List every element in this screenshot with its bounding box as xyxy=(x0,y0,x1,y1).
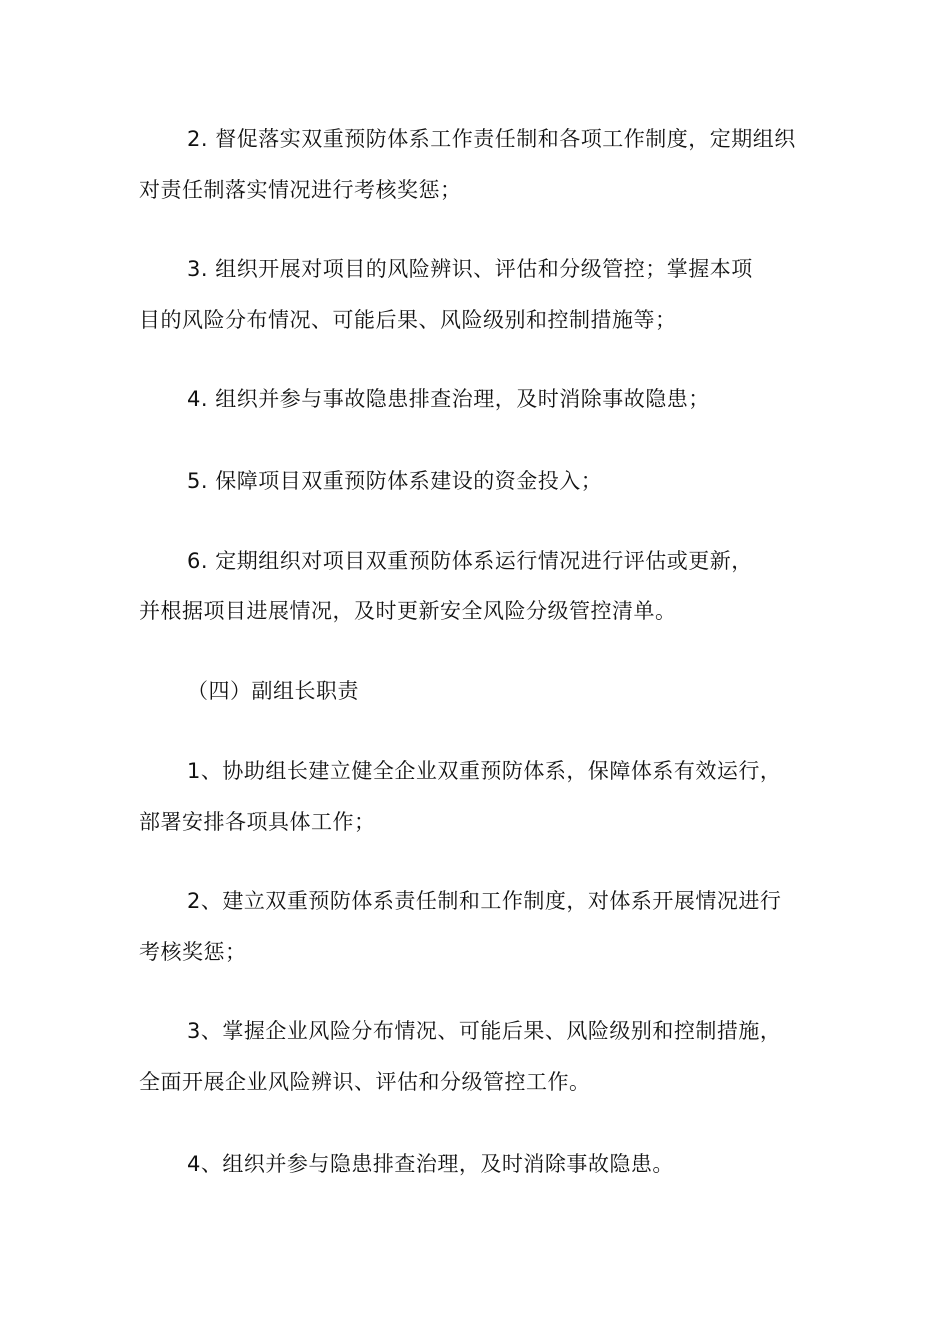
deputy-item-4-line-1: 4、组织并参与隐患排查治理，及时消除事故隐患。 xyxy=(187,1152,674,1176)
deputy-item-3-line-1: 3、掌握企业风险分布情况、可能后果、风险级别和控制措施， xyxy=(187,1019,782,1043)
deputy-item-2-line-2: 考核奖惩； xyxy=(139,940,247,964)
item-3-line-1: 3. 组织开展对项目的风险辨识、评估和分级管控；掌握本项 xyxy=(187,257,753,281)
deputy-item-1-line-1: 1、协助组长建立健全企业双重预防体系，保障体系有效运行， xyxy=(187,759,782,783)
deputy-item-1-line-2: 部署安排各项具体工作； xyxy=(139,810,376,834)
item-6-line-1: 6. 定期组织对项目双重预防体系运行情况进行评估或更新， xyxy=(187,549,753,573)
item-2-line-2: 对责任制落实情况进行考核奖惩； xyxy=(139,178,462,202)
item-3-line-2: 目的风险分布情况、可能后果、风险级别和控制措施等； xyxy=(139,308,677,332)
section-heading-deputy-leader: （四）副组长职责 xyxy=(187,679,359,703)
item-4-line-1: 4. 组织并参与事故隐患排查治理，及时消除事故隐患； xyxy=(187,387,710,411)
item-5-line-1: 5. 保障项目双重预防体系建设的资金投入； xyxy=(187,469,603,493)
item-6-line-2: 并根据项目进展情况，及时更新安全风险分级管控清单。 xyxy=(139,599,677,623)
deputy-item-3-line-2: 全面开展企业风险辨识、评估和分级管控工作。 xyxy=(139,1070,591,1094)
deputy-item-2-line-1: 2、建立双重预防体系责任制和工作制度，对体系开展情况进行 xyxy=(187,889,782,913)
item-2-line-1: 2. 督促落实双重预防体系工作责任制和各项工作制度，定期组织 xyxy=(187,127,796,151)
